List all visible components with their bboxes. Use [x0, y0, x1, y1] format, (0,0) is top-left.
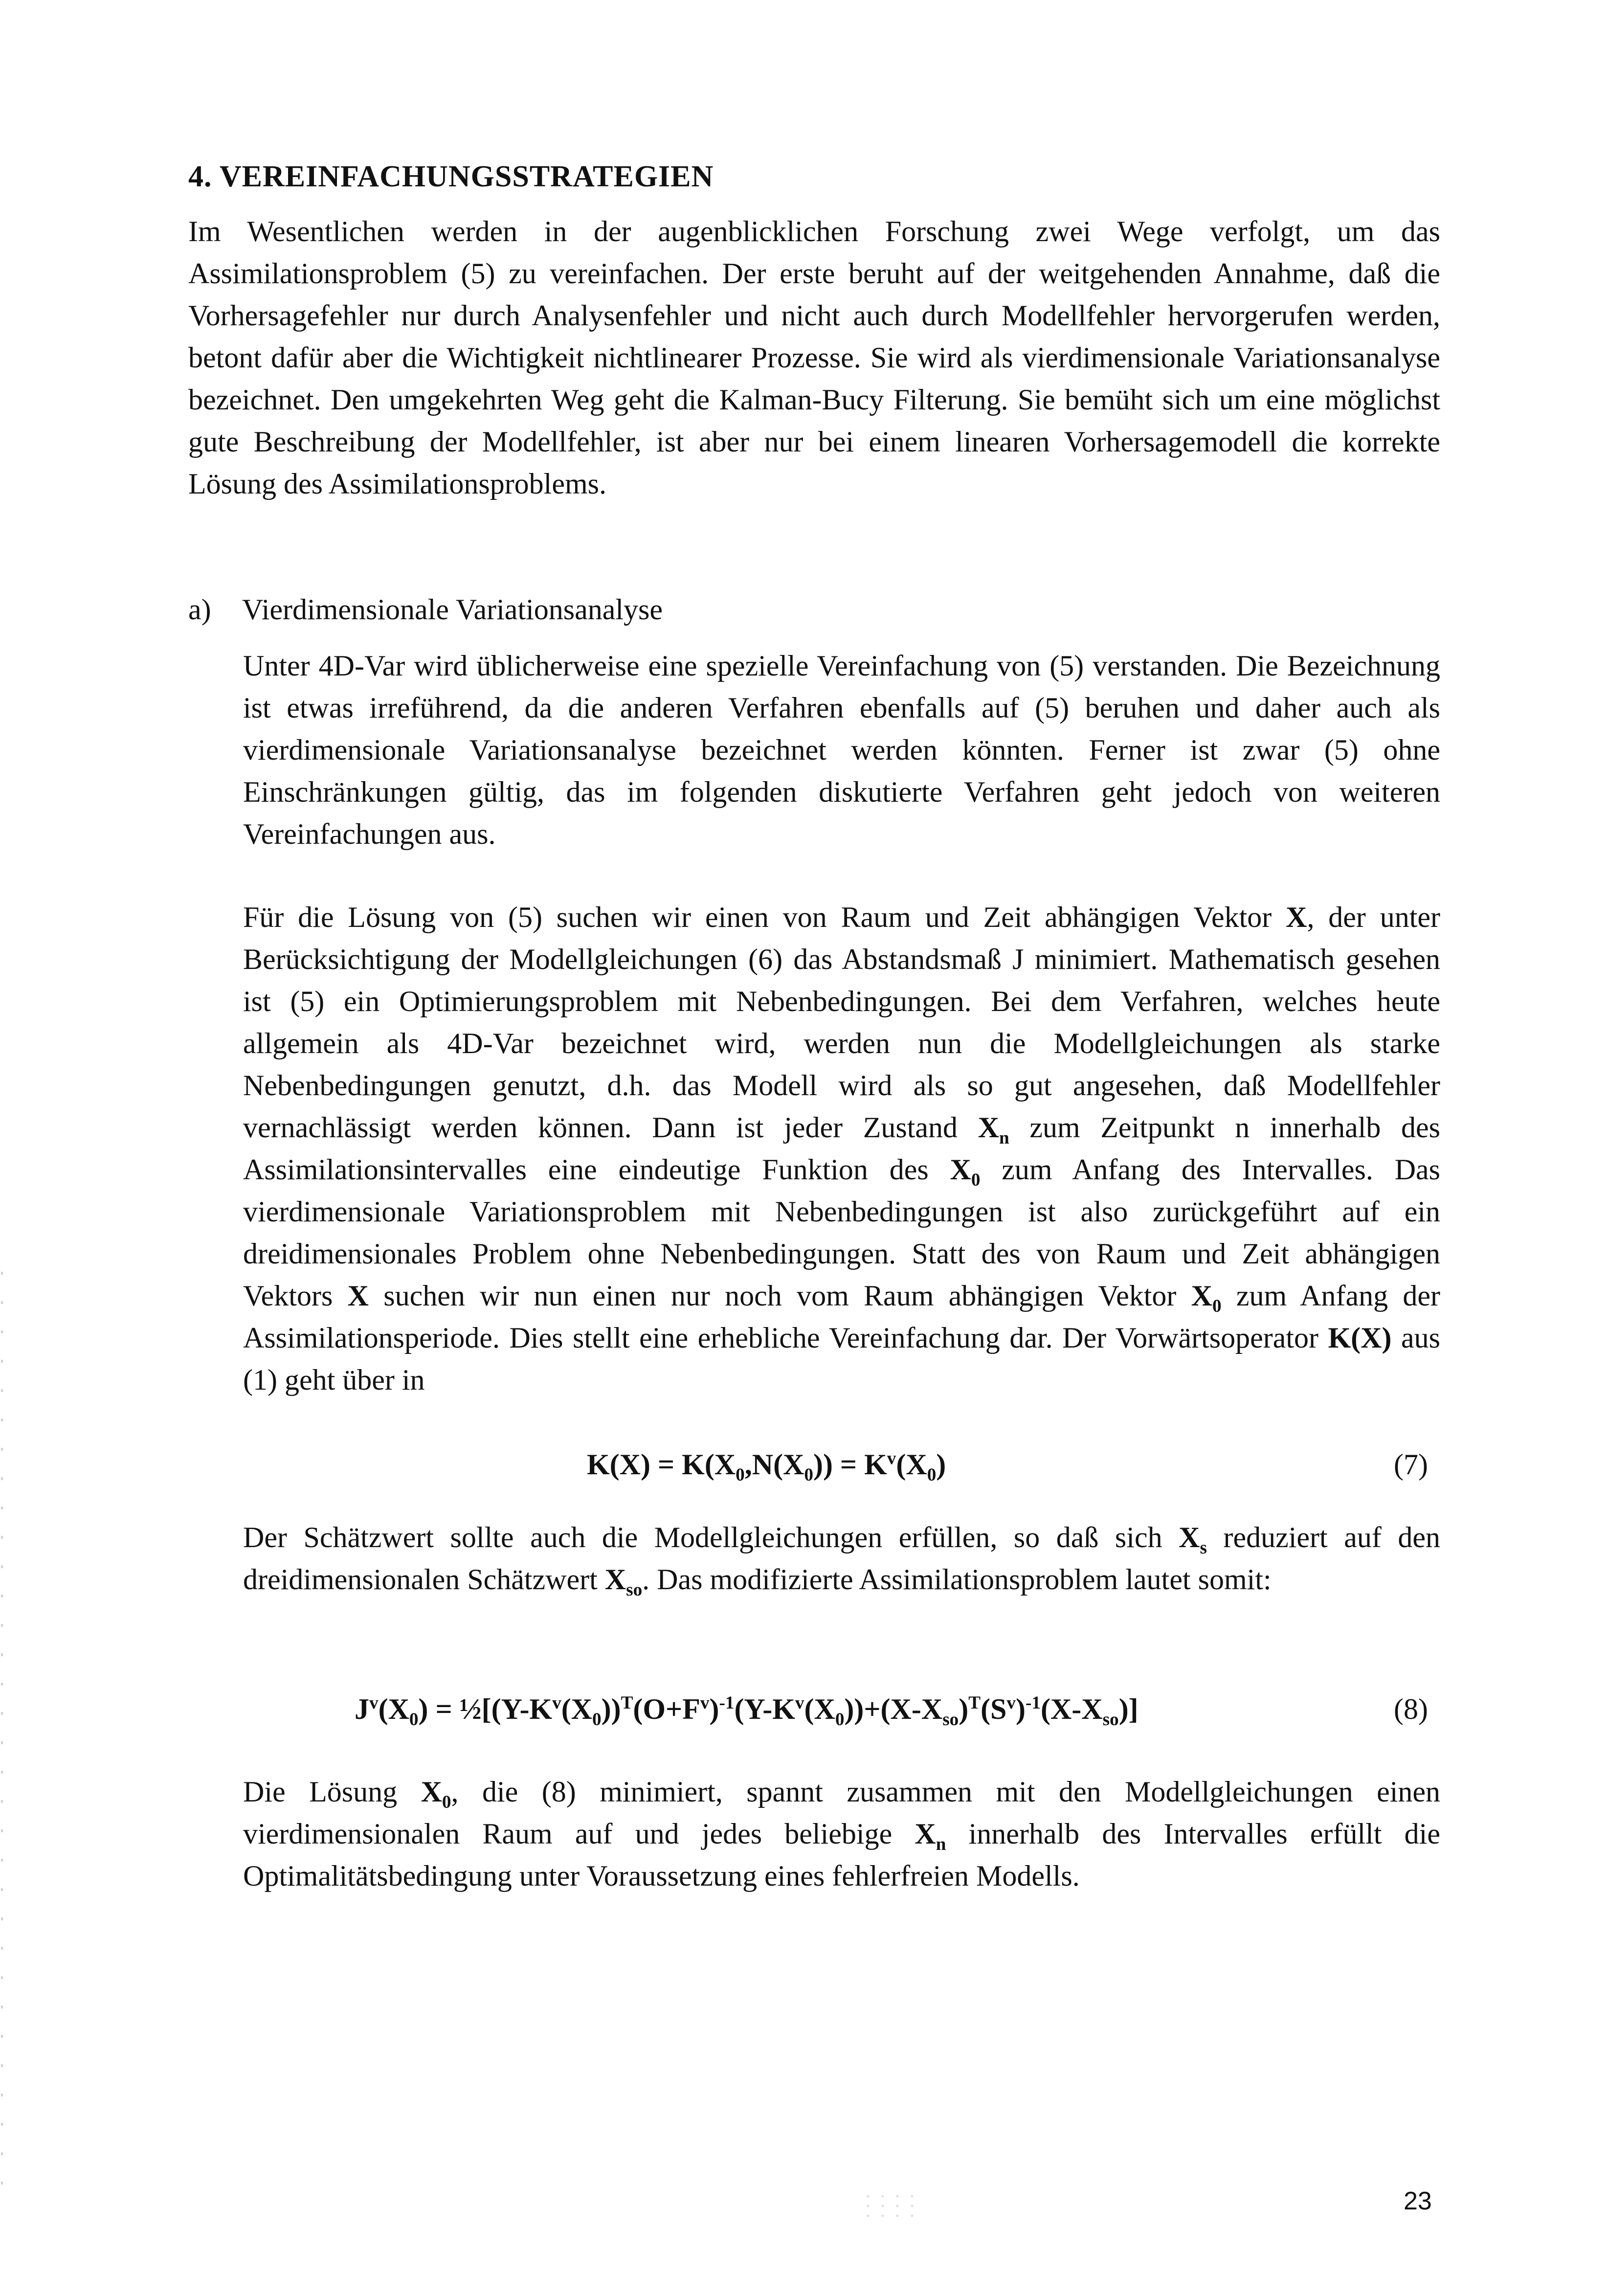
- subsection-title: Vierdimensionale Variationsanalyse: [242, 593, 663, 626]
- page-number: 23: [1404, 2187, 1432, 2215]
- equation-7: $K(X) = K(X_0,N(X_0)) = K^v(X_0)$: [587, 1448, 946, 1485]
- equation-8: $J^v(X_0)$ = $\frac{1}{2}[(Y-K^v(X_0))^T(O+F^v)^{-1}(Y-K^v(X_0))+(X-X_{so})^T(S^v)^{-1}(X-X_{so})]$: [355, 1693, 1138, 1730]
- paragraph-4dvar-method: Für die Lösung von (5) suchen wir einen von Raum und Zeit abhängigen Vektor X, der unter Berücksichtigung der Modellgleichungen (6) das Abstandsmaß J minimiert. Mathematisch gesehen ist (5) ein Optimierungsproblem mit Nebenbedingungen. Bei dem Verfahren, welches heute allgemein als 4D-Var bezeichnet wird, werden nun die Modellgleichungen als starke Nebenbedingungen genutzt, d.h. das Modell wird als so gut angesehen, daß Modellfehler vernachlässigt werden können. Dann ist jeder Zustand $X_n$ zum Zeitpunkt n innerhalb des Assimilationsintervalles eine eindeutige Funktion des $X_0$ zum Anfang des Intervalles. Das vierdimensionale Variationsproblem mit Nebenbedingungen ist also zurückgeführt auf ein dreidimensionales Problem ohne Nebenbedingungen. Statt des von Raum und Zeit abhängigen Vektors X suchen wir nun einen nur noch vom Raum abhängigen Vektor $X_0$ zum Anfang der Assimilationsperiode. Dies stellt eine erhebliche Vereinfachung dar. Der Vorwärtsoperator K(X) aus (1) geht über in: [243, 901, 1441, 1396]
- equation-8-number: (8): [1394, 1693, 1428, 1725]
- paragraph-solution: Die Lösung $X_0$, die (8) minimiert, spannt zusammen mit den Modellgleichungen einen vierdimensionalen Raum auf und jedes beliebige $X_n$ innerhalb des Intervalles erfüllt die Optimalitätsbedingung unter Voraussetzung eines fehlerfreien Modells.: [243, 1776, 1440, 1892]
- subsection-heading: [188, 593, 663, 627]
- scan-margin-marks: [1, 1272, 3, 2201]
- subsection-label: a): [188, 593, 211, 626]
- paragraph-estimate: Der Schätzwert sollte auch die Modellgleichungen erfüllen, so daß sich $X_s$ reduziert auf den dreidimensionalen Schätzwert $X_{so}$. Das modifizierte Assimilationsproblem lautet somit:: [243, 1521, 1440, 1600]
- section-heading: 4. VEREINFACHUNGSSTRATEGIEN: [188, 160, 714, 193]
- scan-speck: [861, 2191, 919, 2221]
- paragraph-4dvar-definition: Unter 4D-Var wird üblicherweise eine spezielle Vereinfachung von (5) verstanden. Die Bezeichnung ist etwas irreführend, da die anderen Verfahren ebenfalls auf (5) beruhen und daher auch als vierdimensionale Variationsanalyse bezeichnet werden könnten. Ferner ist zwar (5) ohne Einschränkungen gültig, das im folgenden diskutierte Verfahren geht jedoch von weiteren Vereinfachungen aus.: [243, 650, 1440, 850]
- paragraph-intro: Im Wesentlichen werden in der augenblicklichen Forschung zwei Wege verfolgt, um das Assimilationsproblem (5) zu vereinfachen. Der erste beruht auf der weitgehenden Annahme, daß die Vorhersagefehler nur durch Analysenfehler und nicht auch durch Modellfehler hervorgerufen werden, betont dafür aber die Wichtigkeit nichtlinearer Prozesse. Sie wird als vierdimensionale Variationsanalyse bezeichnet. Den umgekehrten Weg geht die Kalman-Bucy Filterung. Sie bemüht sich um eine möglichst gute Beschreibung der Modellfehler, ist aber nur bei einem linearen Vorhersagemodell die korrekte Lösung des Assimilationsproblems.: [188, 215, 1440, 500]
- equation-7-number: (7): [1394, 1448, 1428, 1481]
